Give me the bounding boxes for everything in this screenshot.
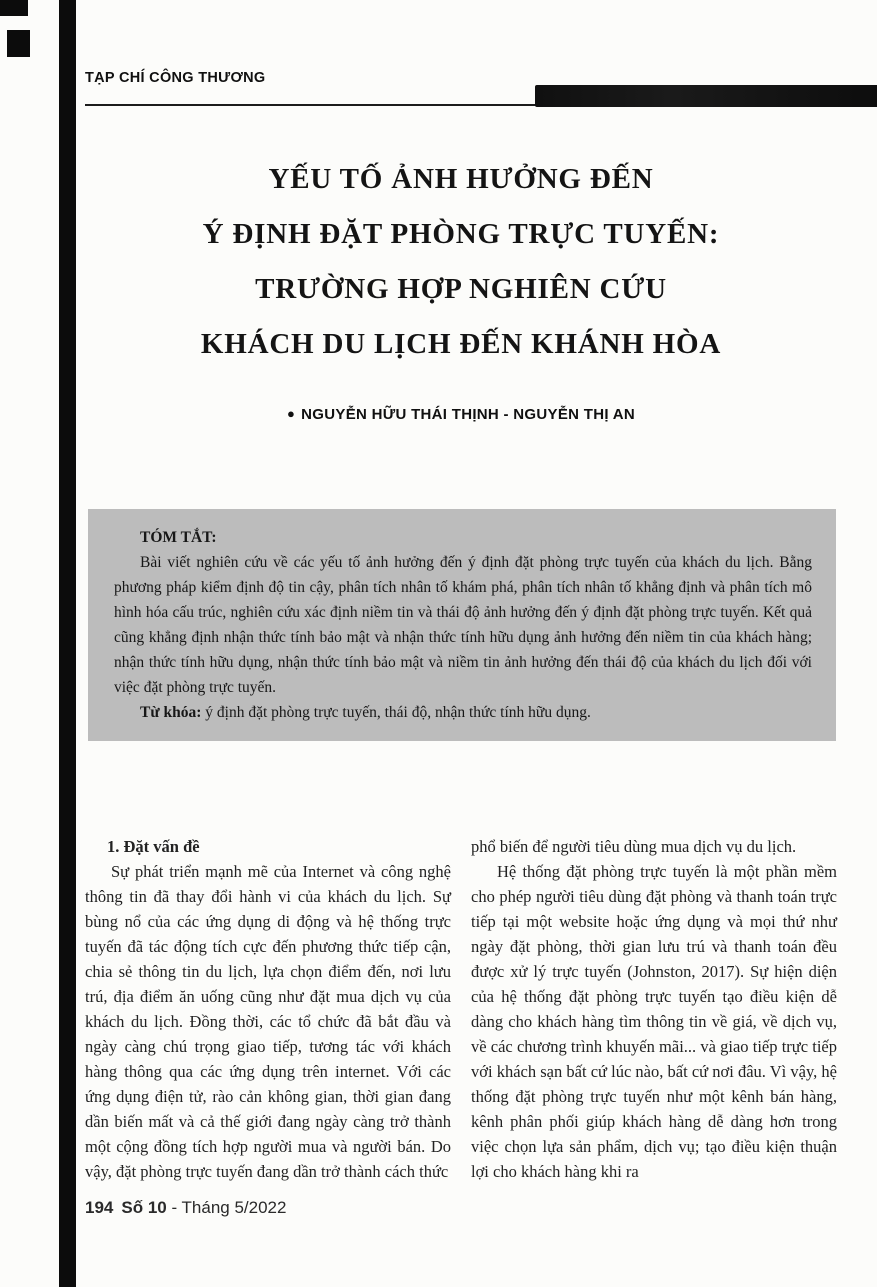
issue-date: - Tháng 5/2022 (166, 1198, 287, 1217)
keywords-text: ý định đặt phòng trực tuyến, thái độ, nhận thức tính hữu dụng. (201, 704, 591, 721)
article-title-line: Ý ĐỊNH ĐẶT PHÒNG TRỰC TUYẾN: (202, 218, 720, 250)
scan-artifact-corner (7, 30, 30, 57)
article-title-line: KHÁCH DU LỊCH ĐẾN KHÁNH HÒA (200, 328, 722, 360)
author-names: NGUYỄN HỮU THÁI THỊNH - NGUYỄN THỊ AN (301, 406, 635, 423)
article-title-line: TRƯỜNG HỢP NGHIÊN CỨU (255, 273, 667, 305)
issue-number: Số 10 (121, 1198, 167, 1217)
article-title-line: YẾU TỐ ẢNH HƯỞNG ĐẾN (268, 163, 654, 195)
body-paragraph: Hệ thống đặt phòng trực tuyến là một phần mềm cho phép người tiêu dùng đặt phòng và thanh toán trực tiếp tại một website hoặc ứng dụng và mọi thứ như ngày đặt phòng, thời gian lưu trú và thanh toán đều được xử lý trực tuyến (Johnston, 2017). Sự hiện diện của hệ thống đặt phòng trực tuyến tạo điều kiện dễ dàng cho khách hàng tìm thông tin về giá, về dịch vụ, về các chương trình khuyến mãi... và giao tiếp trực tiếp với khách sạn bất cứ lúc nào, bất cứ nơi đâu. Vì vậy, hệ thống đặt phòng trực tuyến như một kênh bán hàng, kênh phân phối giúp khách hàng dễ dàng hơn trong việc chọn lựa sản phẩm, dịch vụ; tạo điều kiện thuận lợi cho khách hàng khi ra (471, 862, 837, 1181)
body-column-right (471, 834, 837, 1184)
scan-artifact-corner (0, 0, 28, 16)
abstract-keywords (114, 700, 812, 725)
journal-name: TẠP CHÍ CÔNG THƯƠNG (85, 70, 266, 86)
abstract-text: Bài viết nghiên cứu về các yếu tố ảnh hưởng đến ý định đặt phòng trực tuyến của khách du lịch. Bằng phương pháp kiểm định độ tin cậy, phân tích nhân tố khám phá, phân tích nhân tố khẳng định và phân tích mô hình hóa cấu trúc, nghiên cứu xác định niềm tin và thái độ ảnh hưởng đến ý định đặt phòng trực tuyến. Kết quả cũng khẳng định nhận thức tính bảo mật và nhận thức tính hữu dụng ảnh hưởng đến niềm tin của khách hàng; nhận thức tính hữu dụng, nhận thức tính bảo mật và niềm tin ảnh hưởng đến thái độ của khách du lịch đối với việc đặt phòng trực tuyến. (114, 554, 812, 696)
article-title (85, 152, 837, 372)
abstract-heading: TÓM TẮT: (140, 529, 217, 546)
scan-binding-strip (59, 0, 76, 1287)
authors-line (85, 406, 837, 423)
body-paragraph: Sự phát triển mạnh mẽ của Internet và công nghệ thông tin đã thay đổi hành vi của khách du lịch. Sự bùng nổ của các ứng dụng di động và hệ thống trực tuyến đã tác động tích cực đến phương thức tiếp cận, chia sẻ thông tin du lịch, lựa chọn điểm đến, nơi lưu trú, địa điểm ăn uống cũng như đặt mua dịch vụ của khách du lịch. Đồng thời, các tổ chức đã bắt đầu và ngày càng chú trọng giao tiếp, tương tác với khách hàng thông qua các ứng dụng trên internet. Với các ứng dụng điện tử, rào cản không gian, thời gian đang dần biến mất và cả thế giới đang ngày càng trở thành một cộng đồng tích hợp người mua và người bán. Do vậy, đặt phòng trực tuyến đang dần trở thành cách thức (85, 862, 451, 1181)
section-heading: 1. Đặt vấn đề (107, 837, 200, 856)
header-black-bar (535, 85, 877, 107)
page-number: 194 (85, 1198, 114, 1217)
body-column-left (85, 834, 451, 1184)
abstract-box (88, 509, 836, 741)
page-footer (85, 1198, 286, 1218)
body-paragraph-continuation: phổ biến để người tiêu dùng mua dịch vụ du lịch. (471, 837, 797, 856)
author-bullet-icon: ● (287, 406, 296, 421)
keywords-label: Từ khóa: (140, 704, 202, 721)
